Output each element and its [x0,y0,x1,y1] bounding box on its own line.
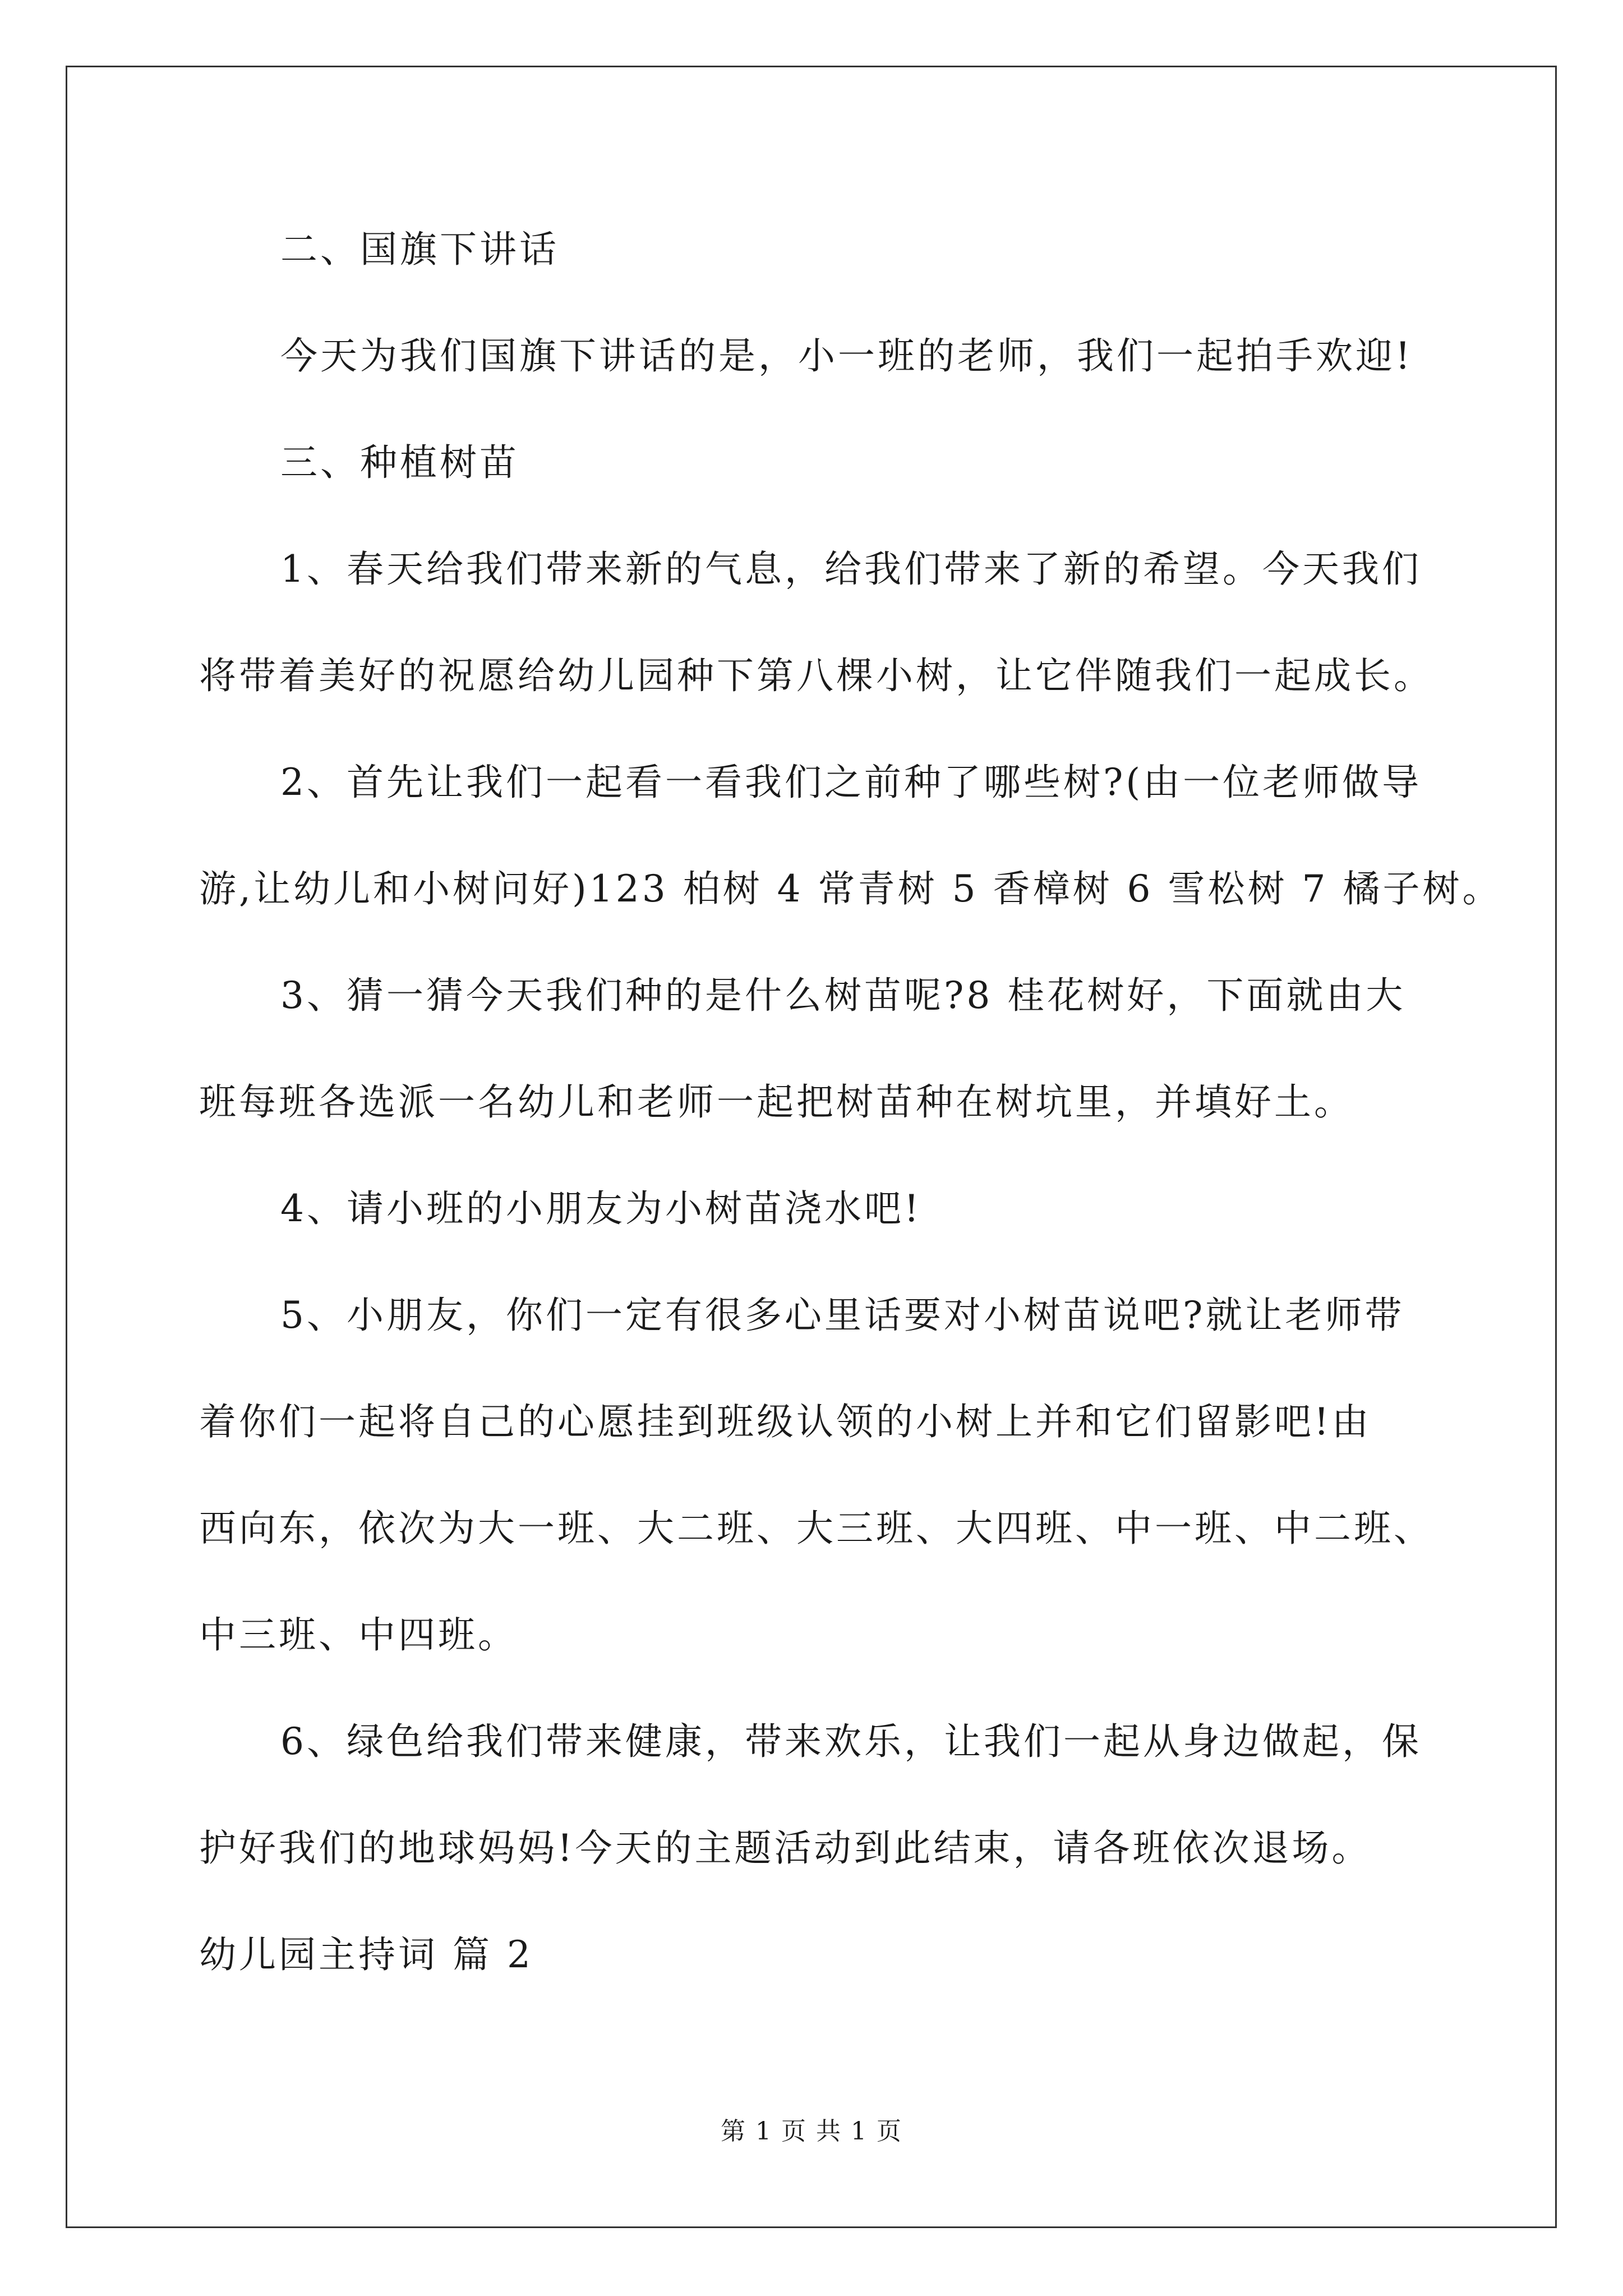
paragraph-line: 3、猜一猜今天我们种的是什么树苗呢?8 桂花树好，下面就由大 [280,974,1406,1017]
paragraph-line: 班每班各选派一名幼儿和老师一起把树苗种在树坑里，并填好土。 [199,1080,1354,1124]
paragraph-line: 5、小朋友，你们一定有很多心里话要对小树苗说吧?就让老师带 [280,1294,1405,1337]
paragraph-line: 中三班、中四班。 [199,1613,518,1657]
paragraph-line: 4、请小班的小朋友为小树苗浇水吧! [280,1187,922,1230]
paragraph-line: 1、春天给我们带来新的气息，给我们带来了新的希望。今天我们 [280,547,1422,591]
paragraph-line: 西向东，依次为大一班、大二班、大三班、大四班、中一班、中二班、 [199,1507,1433,1550]
heading-flag-speech: 二、国旗下讲话 [280,228,559,271]
page-frame [66,66,1557,2228]
paragraph-line: 6、绿色给我们带来健康，带来欢乐，让我们一起从身边做起，保 [280,1720,1422,1763]
paragraph-line: 护好我们的地球妈妈!今天的主题活动到此结束，请各班依次退场。 [199,1826,1372,1870]
heading-plant-trees: 三、种植树苗 [280,441,519,484]
paragraph-line: 将带着美好的祝愿给幼儿园种下第八棵小树，让它伴随我们一起成长。 [199,654,1433,697]
page-number-footer: 第 1 页 共 1 页 [721,2117,902,2146]
paragraph-line: 游,让幼儿和小树问好)123 柏树 4 常青树 5 香樟树 6 雪松树 7 橘子树。 [199,867,1502,910]
section-title: 幼儿园主持词 篇 2 [199,1933,533,1976]
paragraph-line: 着你们一起将自己的心愿挂到班级认领的小树上并和它们留影吧!由 [199,1400,1372,1443]
paragraph-line: 2、首先让我们一起看一看我们之前种了哪些树?(由一位老师做导 [280,761,1422,804]
paragraph-flag-speech: 今天为我们国旗下讲话的是，小一班的老师，我们一起拍手欢迎! [280,334,1413,378]
